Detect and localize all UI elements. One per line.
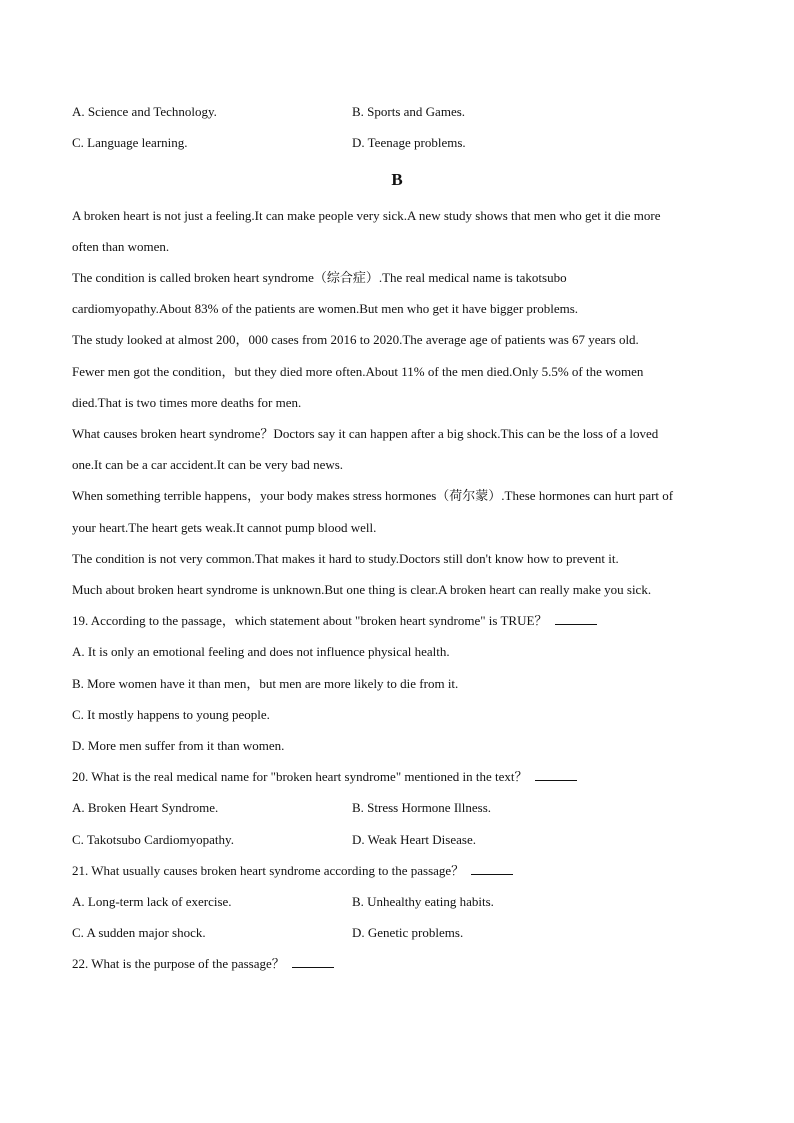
q19-answer-blank[interactable] xyxy=(555,613,597,625)
q20-options-row-2 xyxy=(72,832,712,848)
passage-line: A broken heart is not just a feeling.It can make people very sick.A new study shows that men who get it die more xyxy=(72,208,661,223)
q20-text: What is the real medical name for "broken heart syndrome" mentioned in the text？ xyxy=(91,769,528,784)
passage-line: The condition is not very common.That makes it hard to study.Doctors still don't know how to prevent it. xyxy=(72,551,619,566)
passage-line: The study looked at almost 200，000 cases from 2016 to 2020.The average age of patients was 67 years old. xyxy=(72,332,639,347)
q21-number: 21. xyxy=(72,863,89,878)
q21-option-c: C. A sudden major shock. xyxy=(72,925,206,940)
q18-option-a: A. Science and Technology. xyxy=(72,104,217,119)
q18-options-row-1 xyxy=(72,104,712,120)
q18-options-row-2 xyxy=(72,135,712,151)
q18-option-b: B. Sports and Games. xyxy=(352,104,466,119)
q20-option-b: B. Stress Hormone Illness. xyxy=(352,800,492,815)
q21-option-a: A. Long-term lack of exercise. xyxy=(72,894,232,909)
q20-number: 20. xyxy=(72,769,89,784)
q18-option-c: C. Language learning. xyxy=(72,135,188,150)
q21-option-b: B. Unhealthy eating habits. xyxy=(352,894,494,909)
q20-option-c: C. Takotsubo Cardiomyopathy. xyxy=(72,832,234,847)
passage-line: often than women. xyxy=(72,239,170,254)
q22-number: 22. xyxy=(72,956,89,971)
q21-option-d: D. Genetic problems. xyxy=(352,925,464,940)
section-heading: B xyxy=(391,170,403,189)
q20-option-d: D. Weak Heart Disease. xyxy=(352,832,476,847)
q19-stem xyxy=(72,613,597,629)
q22-answer-blank[interactable] xyxy=(292,956,334,968)
q21-options-row-2 xyxy=(72,925,712,941)
q19-option-b: B. More women have it than men，but men are more likely to die from it. xyxy=(72,676,459,691)
q19-option-d: D. More men suffer from it than women. xyxy=(72,738,285,753)
q21-options-row-1 xyxy=(72,894,712,910)
passage-line: your heart.The heart gets weak.It cannot pump blood well. xyxy=(72,520,377,535)
passage-line: one.It can be a car accident.It can be very bad news. xyxy=(72,457,344,472)
q20-stem xyxy=(72,769,577,785)
q22-text: What is the purpose of the passage？ xyxy=(91,956,285,971)
passage-line: What causes broken heart syndrome？Doctors say it can happen after a big shock.This can be the loss of a loved xyxy=(72,426,659,441)
passage-line: Fewer men got the condition，but they died more often.About 11% of the men died.Only 5.5% of the women xyxy=(72,364,644,379)
q21-text: What usually causes broken heart syndrome according to the passage？ xyxy=(91,863,465,878)
passage-line: died.That is two times more deaths for men. xyxy=(72,395,302,410)
q20-answer-blank[interactable] xyxy=(535,769,577,781)
q19-number: 19. xyxy=(72,613,89,628)
q21-stem xyxy=(72,863,513,879)
q19-text: According to the passage，which statement about "broken heart syndrome" is TRUE？ xyxy=(90,613,548,628)
passage-line: cardiomyopathy.About 83% of the patients are women.But men who get it have bigger problems. xyxy=(72,301,579,316)
passage-line: The condition is called broken heart syndrome（综合症）.The real medical name is takotsubo xyxy=(72,270,567,285)
q21-answer-blank[interactable] xyxy=(471,863,513,875)
passage-line: When something terrible happens，your body makes stress hormones（荷尔蒙）.These hormones can hurt part of xyxy=(72,488,674,503)
passage-line: Much about broken heart syndrome is unknown.But one thing is clear.A broken heart can really make you sick. xyxy=(72,582,652,597)
q19-option-a: A. It is only an emotional feeling and does not influence physical health. xyxy=(72,644,450,659)
q18-option-d: D. Teenage problems. xyxy=(352,135,466,150)
q20-options-row-1 xyxy=(72,800,712,816)
q20-option-a: A. Broken Heart Syndrome. xyxy=(72,800,219,815)
q22-stem xyxy=(72,956,334,972)
q19-option-c: C. It mostly happens to young people. xyxy=(72,707,270,722)
